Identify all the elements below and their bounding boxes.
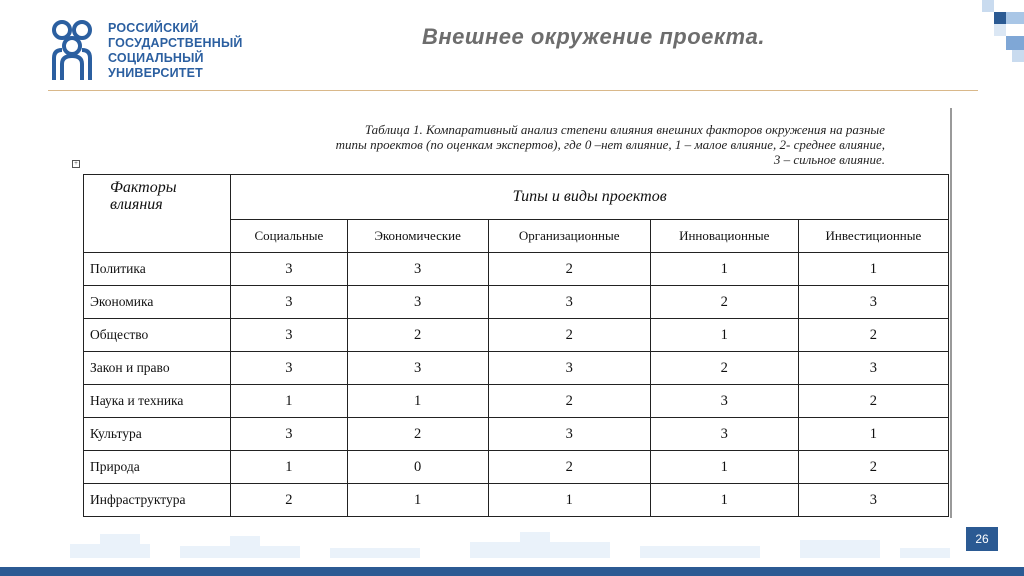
factor-header-line: Факторы (110, 179, 177, 196)
influence-score: 2 (488, 385, 650, 418)
table-anchor-icon: + (72, 160, 80, 168)
influence-score: 2 (347, 418, 488, 451)
factor-name: Закон и право (84, 352, 231, 385)
university-logo (48, 18, 258, 84)
influence-score: 1 (650, 451, 798, 484)
influence-score: 0 (347, 451, 488, 484)
influence-score: 1 (798, 253, 948, 286)
table-row (84, 484, 949, 517)
table-row (84, 286, 949, 319)
table-document (70, 108, 950, 518)
influence-score: 1 (650, 484, 798, 517)
footer-decoration (0, 532, 1024, 567)
table-caption (165, 122, 885, 167)
influence-score: 1 (231, 451, 347, 484)
table-header-row (84, 175, 949, 220)
caption-line: Таблица 1. Компаративный анализ степени влияния внешних факторов окружения на разные (364, 122, 885, 137)
university-name-line: СОЦИАЛЬНЫЙ (108, 51, 204, 65)
influence-score: 3 (347, 352, 488, 385)
influence-score: 2 (798, 451, 948, 484)
university-logo-icon (48, 18, 98, 82)
influence-score: 3 (231, 352, 347, 385)
influence-score: 2 (488, 253, 650, 286)
table-row (84, 319, 949, 352)
influence-score: 3 (798, 286, 948, 319)
influence-score: 3 (488, 286, 650, 319)
university-name (108, 21, 243, 81)
column-header: Инвестиционные (798, 220, 948, 253)
factors-table (83, 174, 949, 517)
influence-score: 3 (798, 484, 948, 517)
factor-name: Политика (84, 253, 231, 286)
influence-score: 3 (650, 385, 798, 418)
influence-score: 1 (650, 253, 798, 286)
influence-score: 3 (650, 418, 798, 451)
factor-name: Культура (84, 418, 231, 451)
influence-score: 3 (231, 253, 347, 286)
influence-score: 1 (650, 319, 798, 352)
table-row (84, 385, 949, 418)
footer-bar (0, 567, 1024, 576)
column-header: Инновационные (650, 220, 798, 253)
influence-score: 3 (231, 286, 347, 319)
influence-score: 3 (231, 319, 347, 352)
project-types-header: Типы и виды проектов (231, 175, 949, 220)
influence-score: 1 (798, 418, 948, 451)
factor-name: Экономика (84, 286, 231, 319)
influence-score: 2 (231, 484, 347, 517)
university-name-line: УНИВЕРСИТЕТ (108, 66, 203, 80)
document-edge (950, 108, 952, 518)
influence-score: 3 (488, 418, 650, 451)
influence-score: 3 (488, 352, 650, 385)
table-row (84, 451, 949, 484)
caption-line: типы проектов (по оценкам экспертов), где 0 –нет влияние, 1 – малое влияние, 2- среднее влияние, (335, 137, 885, 152)
column-header: Социальные (231, 220, 347, 253)
influence-score: 3 (231, 418, 347, 451)
corner-decoration (964, 0, 1024, 80)
influence-score: 3 (347, 253, 488, 286)
caption-line: 3 – сильное влияние. (773, 152, 885, 167)
influence-score: 1 (488, 484, 650, 517)
page-number: 26 (966, 527, 998, 551)
influence-score: 3 (347, 286, 488, 319)
influence-score: 2 (650, 286, 798, 319)
factor-name: Наука и техника (84, 385, 231, 418)
influence-score: 2 (488, 451, 650, 484)
factor-name: Природа (84, 451, 231, 484)
influence-score: 2 (347, 319, 488, 352)
column-header: Организационные (488, 220, 650, 253)
influence-score: 1 (347, 385, 488, 418)
influence-score: 1 (231, 385, 347, 418)
influence-score: 2 (798, 319, 948, 352)
influence-score: 3 (798, 352, 948, 385)
factor-name: Инфраструктура (84, 484, 231, 517)
factor-header (84, 175, 231, 253)
slide-title: Внешнее окружение проекта. (422, 24, 765, 49)
factor-header-line: влияния (110, 196, 163, 213)
university-name-line: РОССИЙСКИЙ (108, 21, 199, 35)
table-row (84, 253, 949, 286)
factor-name: Общество (84, 319, 231, 352)
influence-score: 2 (488, 319, 650, 352)
header-divider (48, 90, 978, 91)
column-header: Экономические (347, 220, 488, 253)
table-body (84, 253, 949, 517)
table-row (84, 352, 949, 385)
influence-score: 2 (798, 385, 948, 418)
influence-score: 1 (347, 484, 488, 517)
university-name-line: ГОСУДАРСТВЕННЫЙ (108, 36, 243, 50)
table-row (84, 418, 949, 451)
influence-score: 2 (650, 352, 798, 385)
